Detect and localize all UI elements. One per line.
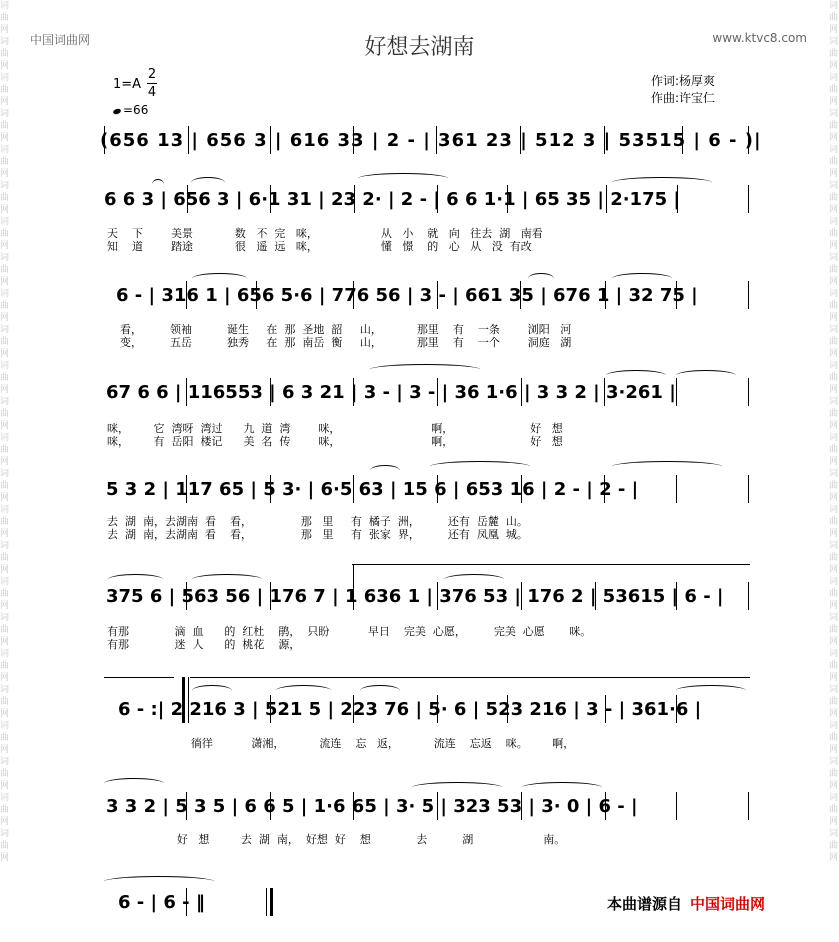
notes-row-2: 6 6 3 | 656 3 | 6·1 31 | 23 2· | 2 - | 6 6 1·1 | 65 35 | 2·175 | <box>104 188 680 210</box>
lyrics-row-2-verse-2: 知 道 踏途 很 遥 远 咪， 懂 憬 的 心 从 没 有改 <box>107 240 532 253</box>
notes-row-4: 67 6 6 | 116553 | 6 3 21 | 3 - | 3 - | 36 1·6 | 3 3 2 | 3·261 | <box>106 381 676 403</box>
lyrics-row-3-verse-1: 看， 领袖 诞生 在 那 圣地 韶 山， 那里 有 一条 浏阳 河 <box>120 323 572 336</box>
lyrics-row-8: 好 想 去 湖 南， 好想 好 想 去 湖 南。 <box>107 833 566 846</box>
tempo-marking <box>113 103 148 117</box>
side-watermark-right: 词曲网词曲网词曲网词曲网词曲网词曲网词曲网词曲网词曲网词曲网词曲网词曲网词曲网词曲网词曲网词曲网词曲网词曲网词曲网词曲网词曲网词曲网词曲网词曲网 <box>829 1 839 863</box>
meter-bottom: 4 <box>147 85 157 100</box>
lyrics-row-7: 徜徉 潇湘， 流连 忘 返， 流连 忘返 咪。 啊， <box>107 737 575 750</box>
source-site-link[interactable]: 中国词曲网 <box>690 895 766 913</box>
credits <box>651 73 715 107</box>
source-credit <box>607 893 765 914</box>
lyrics-row-5-verse-1: 去 湖 南，去湖南 看 看， 那 里 有 橘子 洲， 还有 岳麓 山。 <box>107 515 528 528</box>
lyricist: 作词:杨厚爽 <box>651 74 716 88</box>
tempo-value: =66 <box>123 103 149 117</box>
notes-row-9: 6 - | 6 - ‖ <box>118 891 205 913</box>
lyrics-row-5-verse-2: 去 湖 南，去湖南 看 看， 那 里 有 张家 界， 还有 凤凰 城。 <box>107 528 528 541</box>
notes-row-3: 6 - | 316 1 | 656 5·6 | 776 56 | 3 - | 661 35 | 676 1 | 32 75 | <box>116 284 698 306</box>
lyrics-row-4-verse-2: 咪， 有 岳阳 楼记 美 名 传 咪， 啊， 好 想 <box>107 435 563 448</box>
notes-row-5: 5 3 2 | 117 65 | 5 3· | 6·5 63 | 15 6 | 653 16 | 2 - | 2 - | <box>106 478 639 500</box>
side-watermark-left: 词曲网词曲网词曲网词曲网词曲网词曲网词曲网词曲网词曲网词曲网词曲网词曲网词曲网词曲网词曲网词曲网词曲网词曲网词曲网词曲网词曲网词曲网词曲网词曲网 <box>0 1 10 863</box>
composer: 作曲:许宝仁 <box>651 91 716 105</box>
lyrics-row-4-verse-1: 咪， 它 湾呀 湾过 九 道 湾 咪， 啊， 好 想 <box>107 422 563 435</box>
key-signature: 1=A <box>113 77 142 92</box>
notes-row-1: (656 13 | 656 3 | 616 33 | 2 - | 361 23 | 512 3 | 53515 | 6 - )| <box>100 129 762 151</box>
quarter-note-icon <box>112 108 121 115</box>
lyrics-row-6-verse-1: 有那 滴 血 的 红杜 鹃， 只盼 早日 完美 心愿， 完美 心愿 咪。 <box>107 625 592 638</box>
song-title: 好想去湖南 <box>364 35 475 60</box>
notes-row-7: 6 - :| 2 216 3 | 521 5 | 223 76 | 5· 6 | 523 216 | 3 - | 361·6 | <box>118 698 702 720</box>
notes-row-6: 375 6 | 563 56 | 176 7 | 1 636 1 | 376 53 | 176 2 | 53615 | 6 - | <box>106 585 724 607</box>
lyrics-row-6-verse-2: 有那 迷 人 的 桃花 源， <box>107 638 301 651</box>
notes-row-8: 3 3 2 | 5 3 5 | 6 6 5 | 1·6 65 | 3· 5 | 323 53 | 3· 0 | 6 - | <box>106 795 638 817</box>
site-url-right: www.ktvc8.com <box>712 31 807 45</box>
lyrics-row-2-verse-1: 天 下 美景 数 不 完 咪， 从 小 就 向 往去 湖 南看 <box>107 227 543 240</box>
lyrics-row-3-verse-2: 变， 五岳 独秀 在 那 南岳 衡 山， 那里 有 一个 洞庭 湖 <box>120 336 572 349</box>
meter-top: 2 <box>147 67 157 82</box>
source-prefix: 本曲谱源自 <box>607 895 683 913</box>
time-signature <box>147 67 157 100</box>
site-name-left: 中国词曲网 <box>30 33 91 47</box>
